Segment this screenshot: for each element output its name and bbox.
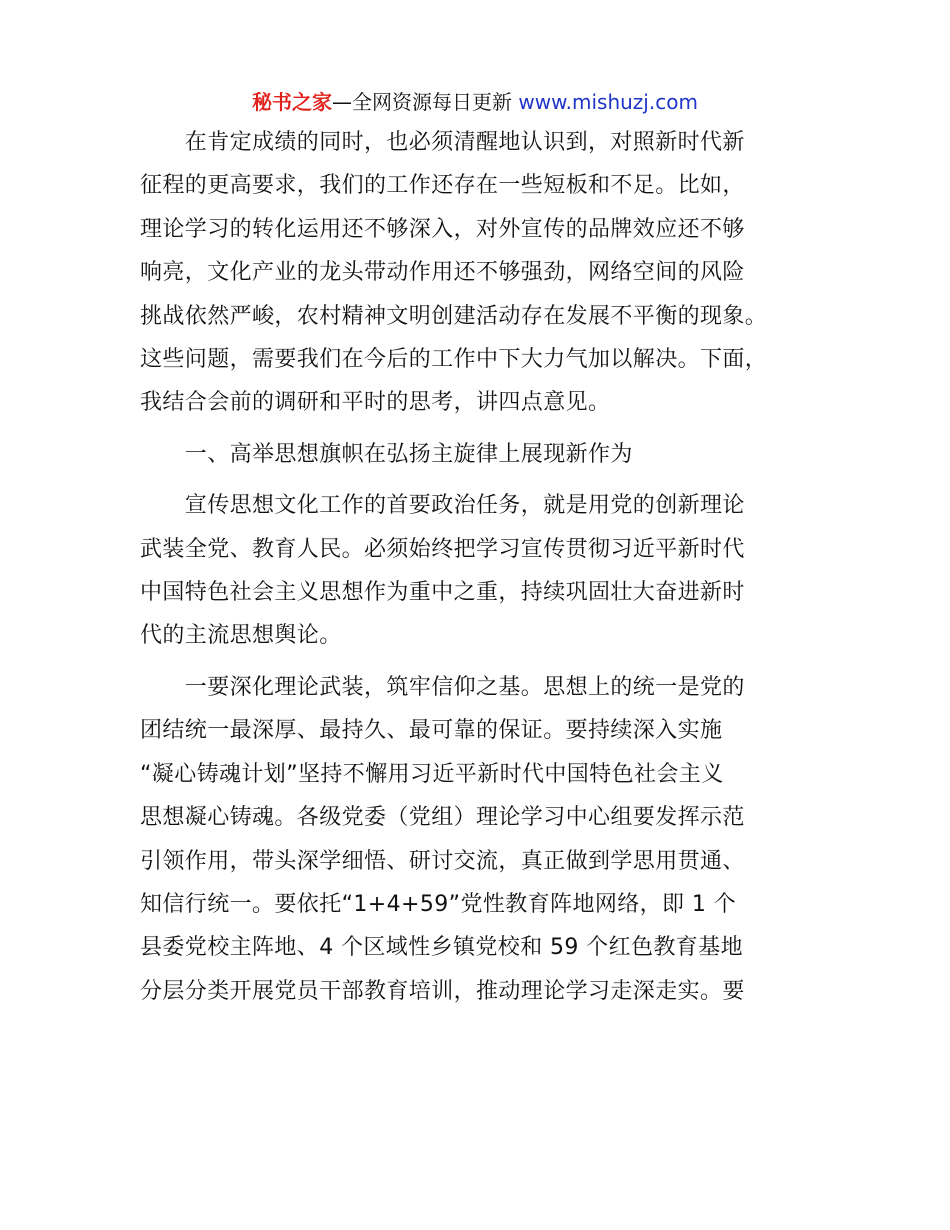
text-line: 一要深化理论武装，筑牢信仰之基。思想上的统一是党的: [140, 674, 745, 700]
text-line: 代的主流思想舆论。: [140, 623, 342, 649]
paragraph: [140, 484, 830, 658]
text-line: 宣传思想文化工作的首要政治任务，就是用党的创新理论: [140, 493, 745, 519]
text-line: 思想凝心铸魂。各级党委（党组）理论学习中心组要发挥示范: [140, 805, 745, 831]
text-line: 我结合会前的调研和平时的思考，讲四点意见。: [140, 390, 611, 416]
page-header: [0, 88, 950, 116]
site-url-link[interactable]: www.mishuzj.com: [518, 90, 698, 114]
text-line: 中国特色社会主义思想作为重中之重，持续巩固壮大奋进新时: [140, 580, 745, 606]
document-body: [140, 121, 830, 1013]
text-line: 征程的更高要求，我们的工作还存在一些短板和不足。比如，: [140, 173, 745, 199]
paragraph: [140, 121, 830, 425]
header-tagline: —全网资源每日更新: [332, 90, 519, 114]
text-line: 武装全党、教育人民。必须始终把学习宣传贯彻习近平新时代: [140, 536, 745, 562]
text-line: “凝心铸魂计划”坚持不懈用习近平新时代中国特色社会主义: [140, 761, 724, 787]
text-line: 这些问题，需要我们在今后的工作中下大力气加以解决。下面，: [140, 347, 768, 373]
text-line: 分层分类开展党员干部教育培训，推动理论学习走深走实。要: [140, 978, 745, 1004]
text-line: 在肯定成绩的同时，也必须清醒地认识到，对照新时代新: [140, 130, 745, 155]
text-line: 团结统一最深厚、最持久、最可靠的保证。要持续深入实施: [140, 718, 723, 744]
brand-name: 秘书之家: [252, 90, 333, 114]
text-line: 挑战依然严峻，农村精神文明创建活动存在发展不平衡的现象。: [140, 303, 768, 329]
section-heading: [140, 433, 830, 476]
paragraph: [140, 666, 830, 1013]
heading-line: 一、高举思想旗帜在弘扬主旋律上展现新作为: [140, 441, 633, 467]
text-line: 知信行统一。要依托“1+4+59”党性教育阵地网络，即 1 个: [140, 891, 737, 917]
text-line: 县委党校主阵地、4 个区域性乡镇党校和 59 个红色教育基地: [140, 935, 743, 961]
text-line: 引领作用，带头深学细悟、研讨交流，真正做到学思用贯通、: [140, 848, 745, 874]
text-line: 理论学习的转化运用还不够深入，对外宣传的品牌效应还不够: [140, 216, 745, 242]
text-line: 响亮，文化产业的龙头带动作用还不够强劲，网络空间的风险: [140, 260, 745, 286]
